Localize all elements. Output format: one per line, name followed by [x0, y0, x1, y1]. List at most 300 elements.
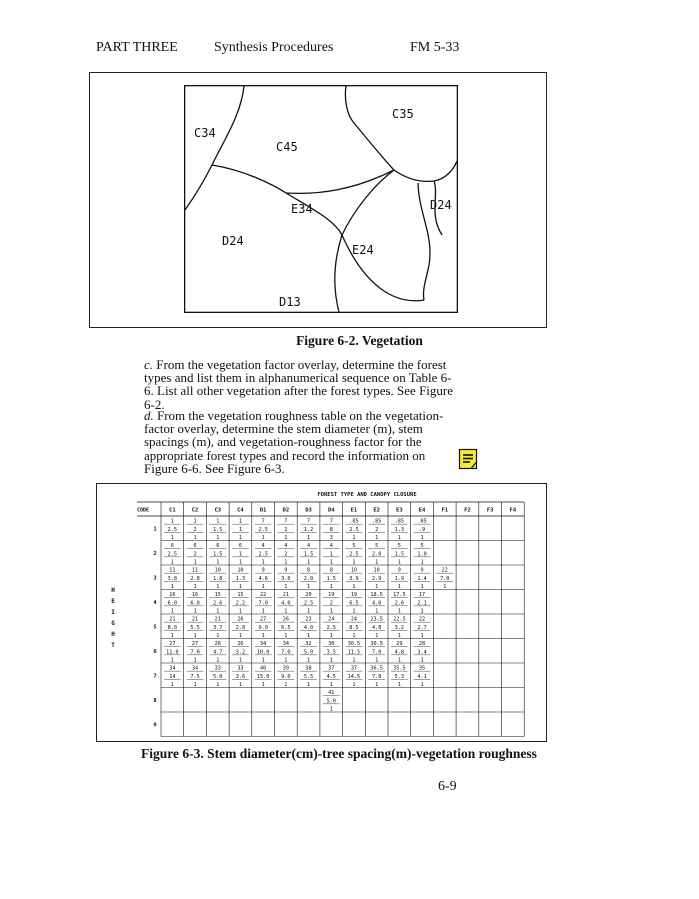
- header-manual: FM 5-33: [410, 40, 460, 55]
- table-cell-value: .85: [349, 518, 359, 525]
- table-cell-value: 1: [375, 559, 379, 566]
- table-cell-value: 6: [216, 543, 220, 550]
- table-cell-value: 9: [397, 567, 401, 574]
- table-cell-value: 27: [191, 641, 199, 648]
- table-cell-value: 1: [397, 584, 401, 590]
- table-cell-value: 27: [169, 641, 176, 648]
- table-cell-value: 1.5: [326, 575, 336, 582]
- table-cell-value: 1: [375, 633, 379, 639]
- table-cell-value: 19: [350, 592, 358, 599]
- table-cell-value: 2.5: [167, 551, 178, 558]
- region-label-d24-right: D24: [430, 198, 452, 212]
- table-cell-value: 1: [238, 584, 243, 590]
- table-cell-value: 1: [329, 559, 333, 566]
- table-cell-value: 1: [216, 633, 220, 639]
- table-cell-value: 17: [418, 592, 426, 599]
- table-cell-value: 1: [420, 633, 424, 639]
- table-cell-value: 41: [328, 690, 335, 697]
- table-cell-value: 1: [375, 584, 379, 590]
- column-header-f1: F1: [441, 507, 449, 514]
- table-cell-value: 1: [193, 633, 197, 639]
- table-cell-value: 8: [306, 567, 311, 574]
- paragraph-d-lead: d.: [144, 408, 154, 423]
- table-cell-value: 1: [306, 682, 311, 688]
- table-cell-value: 1: [306, 608, 311, 615]
- table-cell-value: 1: [329, 633, 333, 639]
- table-cell-value: 11.5: [347, 649, 361, 656]
- table-cell-value: 1: [329, 682, 333, 688]
- table-cell-value: 1: [261, 584, 265, 590]
- table-cell-value: 21: [191, 616, 199, 623]
- header-part: PART THREE: [96, 40, 178, 55]
- region-label-c45: C45: [276, 140, 298, 154]
- table-cell-value: 2.5: [258, 526, 268, 533]
- note-icon[interactable]: [458, 448, 480, 470]
- table-cell-value: 2: [284, 551, 288, 558]
- table-cell-value: 1: [284, 535, 288, 541]
- table-cell-value: 1.3: [394, 526, 405, 533]
- table-cell-value: 34: [169, 665, 176, 672]
- table-cell-value: 1: [352, 657, 356, 664]
- table-cell-value: 2.6: [394, 600, 405, 607]
- table-cell-value: 4.5: [326, 673, 336, 680]
- table-cell-value: 1: [284, 657, 288, 664]
- table-cell-value: 2.8: [235, 624, 246, 631]
- column-header-e3: E3: [396, 507, 403, 514]
- table-cell-value: 1: [306, 633, 311, 639]
- table-cell-value: 5: [352, 543, 356, 550]
- table-cell-value: 7.0: [371, 649, 382, 656]
- code-header: CODE: [136, 507, 150, 514]
- table-cell-value: 6.5: [349, 600, 359, 607]
- height-label-letter: H: [111, 587, 115, 594]
- table-cell-value: 4.0: [371, 600, 382, 607]
- region-label-d24-left: D24: [222, 234, 244, 248]
- table-cell-value: 15.0: [256, 673, 270, 680]
- table-cell-value: 1: [216, 584, 220, 590]
- table-cell-value: 2.5: [326, 624, 336, 631]
- table-cell-value: 1: [397, 559, 401, 566]
- table-cell-value: 3.2: [394, 624, 405, 631]
- table-cell-value: 4.1: [417, 673, 427, 680]
- column-header-d2: D2: [282, 507, 290, 514]
- table-cell-value: 34: [260, 641, 267, 648]
- table-cell-value: 1: [261, 657, 265, 664]
- table-cell-value: 3.0: [281, 575, 291, 582]
- table-cell-value: 1.9: [394, 575, 405, 582]
- row-code-1: 1: [153, 526, 157, 533]
- table-cell-value: 1.2: [303, 526, 314, 533]
- table-cell-value: 1: [284, 682, 288, 688]
- table-cell-value: 22: [260, 592, 267, 599]
- table-cell-value: 26: [214, 641, 221, 648]
- table-cell-value: .9: [418, 526, 426, 533]
- region-label-e34: E34: [291, 202, 313, 216]
- table-cell-value: 1: [238, 551, 243, 558]
- table-cell-value: 15: [214, 592, 221, 599]
- paragraph-d-text: From the vegetation roughness table on the vegetation-factor overlay, determine the stem diameter (m), stem spacings (m), and vegetation-roughness factor for the appropriate forest types and record the information on Figure 6-6. See Figure 6-3.: [144, 408, 444, 476]
- table-cell-value: 23: [305, 616, 312, 623]
- figure-6-2-caption: Figure 6-2. Vegetation: [296, 333, 423, 348]
- table-cell-value: 1: [284, 559, 288, 566]
- table-cell-value: 3.6: [235, 673, 246, 680]
- table-cell-value: 1: [170, 657, 174, 664]
- table-cell-value: 21: [169, 616, 176, 623]
- table-cell-value: 26: [282, 616, 289, 623]
- table-cell-value: 5.3: [394, 673, 405, 680]
- figure-6-3-frame: [96, 483, 547, 742]
- vegetation-map: [184, 85, 458, 313]
- table-cell-value: 7.0: [190, 649, 200, 656]
- table-cell-value: 26: [237, 616, 244, 623]
- table-cell-value: 4.8: [371, 624, 382, 631]
- table-cell-value: 40: [260, 665, 267, 672]
- table-cell-value: 1: [329, 608, 333, 615]
- table-cell-value: 2.1: [417, 600, 427, 607]
- table-cell-value: 1: [329, 551, 333, 558]
- table-cell-value: 38: [305, 665, 312, 672]
- table-cell-value: 1.3: [235, 575, 246, 582]
- table-cell-value: 4.6: [258, 575, 268, 582]
- table-cell-value: 1: [420, 682, 424, 688]
- header-section: Synthesis Procedures: [214, 40, 334, 55]
- table-cell-value: 1: [193, 608, 197, 615]
- paragraph-c-text: From the vegetation factor overlay, determine the forest types and list them in alphanumerical sequence on Table 6-6. List all other vegetation after the forest types. See Figure 6-2.: [144, 357, 454, 412]
- table-cell-value: 9.0: [281, 673, 291, 680]
- table-cell-value: 6.5: [281, 624, 291, 631]
- table-cell-value: 24: [350, 616, 358, 623]
- table-cell-value: 1: [352, 633, 356, 639]
- table-cell-value: 5: [420, 543, 424, 550]
- table-cell-value: 10.0: [256, 649, 270, 656]
- paragraph-c: [144, 358, 454, 411]
- table-cell-value: 1: [216, 608, 220, 615]
- table-cell-value: 30: [328, 641, 335, 648]
- table-cell-value: 22: [418, 616, 426, 623]
- table-cell-value: 1: [170, 584, 174, 590]
- table-cell-value: 37: [350, 665, 358, 672]
- table-cell-value: 1: [193, 657, 197, 664]
- table-cell-value: 3.7: [213, 624, 223, 631]
- table-cell-value: 5.0: [213, 673, 223, 680]
- table-cell-value: 1: [170, 682, 174, 688]
- table-cell-value: 10: [237, 567, 244, 574]
- page-number: 6-9: [438, 779, 457, 794]
- table-cell-value: 1: [261, 682, 265, 688]
- table-cell-value: 2.0: [371, 551, 382, 558]
- row-code-7: 7: [153, 673, 157, 680]
- table-cell-value: 9: [284, 567, 288, 574]
- table-cell-value: 14.5: [347, 673, 361, 680]
- table-cell-value: 3: [329, 535, 333, 541]
- table-cell-value: 1: [306, 535, 311, 541]
- table-cell-value: 6: [170, 543, 174, 550]
- table-cell-value: 1: [261, 559, 265, 566]
- table-cell-value: 1: [238, 608, 243, 615]
- table-cell-value: 3.9: [349, 575, 359, 582]
- table-cell-value: 4: [329, 543, 333, 550]
- table-cell-value: 1: [352, 584, 356, 590]
- table-cell-value: 2: [193, 551, 197, 558]
- table-cell-value: 2.5: [258, 551, 268, 558]
- table-cell-value: 1.8: [213, 575, 223, 582]
- table-cell-value: 1: [238, 535, 243, 541]
- roughness-table: [97, 484, 546, 741]
- column-header-e4: E4: [418, 507, 426, 514]
- column-header-c3: C3: [214, 507, 222, 514]
- table-cell-value: 1: [170, 608, 174, 615]
- table-cell-value: 1: [170, 633, 174, 639]
- table-cell-value: 4: [284, 543, 288, 550]
- table-cell-value: 30.5: [370, 641, 383, 648]
- table-cell-value: 15: [237, 592, 244, 599]
- table-cell-value: 1: [216, 559, 220, 566]
- table-cell-value: 1: [352, 682, 356, 688]
- table-cell-value: 7.8: [371, 673, 382, 680]
- figure-6-2-frame: [89, 72, 547, 328]
- table-cell-value: 1: [306, 657, 311, 664]
- table-cell-value: 4.7: [213, 649, 223, 656]
- table-cell-value: 17.5: [393, 592, 406, 599]
- table-cell-value: 1.4: [417, 575, 427, 582]
- column-header-e1: E1: [350, 507, 358, 514]
- table-cell-value: 2.7: [417, 624, 427, 631]
- column-header-f4: F4: [509, 507, 517, 514]
- table-cell-value: 4.8: [394, 649, 405, 656]
- row-code-4: 4: [153, 599, 157, 606]
- table-cell-value: 1: [420, 559, 424, 566]
- table-cell-value: 1: [397, 633, 401, 639]
- table-cell-value: 1.5: [213, 526, 223, 533]
- table-cell-value: 1: [170, 535, 174, 541]
- table-cell-value: 7.0: [258, 600, 268, 607]
- table-cell-value: 29: [396, 641, 403, 648]
- table-cell-value: 2: [284, 526, 288, 533]
- table-cell-value: 1: [375, 535, 379, 541]
- row-code-3: 3: [153, 575, 157, 582]
- table-cell-value: 11.0: [166, 649, 179, 656]
- table-cell-value: 1: [216, 518, 220, 525]
- table-cell-value: 1: [284, 584, 288, 590]
- table-cell-value: 5.5: [190, 624, 200, 631]
- table-cell-value: 26: [237, 641, 244, 648]
- height-label-letter: H: [111, 631, 115, 638]
- paragraph-d: [144, 409, 454, 475]
- table-cell-value: 2.5: [303, 600, 314, 607]
- table-cell-value: 4.0: [281, 600, 291, 607]
- column-header-c4: C4: [237, 507, 244, 514]
- paragraph-c-lead: c.: [144, 357, 154, 372]
- table-cell-value: 3.5: [326, 649, 336, 656]
- table-cell-value: 6: [193, 543, 197, 550]
- row-code-6: 6: [153, 648, 157, 655]
- table-cell-value: 30.5: [347, 641, 361, 648]
- table-cell-value: 2: [375, 526, 379, 533]
- page-header: [0, 40, 699, 60]
- table-cell-value: 7.0: [440, 575, 450, 582]
- table-cell-value: 9.0: [258, 624, 268, 631]
- table-title: FOREST TYPE AND CANOPY CLOSURE: [317, 492, 417, 498]
- table-cell-value: 1: [352, 535, 356, 541]
- table-cell-value: 1.5: [394, 551, 405, 558]
- table-cell-value: 3.8: [167, 575, 178, 582]
- region-label-c34: C34: [194, 126, 216, 140]
- table-cell-value: 35: [418, 665, 426, 672]
- table-cell-value: 1: [238, 518, 243, 525]
- table-cell-value: 16: [191, 592, 199, 599]
- column-header-d1: D1: [259, 507, 267, 514]
- table-cell-value: 1: [329, 657, 333, 664]
- table-cell-value: 1: [284, 633, 288, 639]
- table-cell-value: 6: [238, 543, 243, 550]
- table-cell-value: 22.5: [393, 616, 406, 623]
- table-cell-value: 1: [238, 657, 243, 664]
- table-cell-value: 1: [261, 633, 265, 639]
- table-cell-value: 5: [397, 543, 401, 550]
- table-cell-value: 7: [306, 518, 311, 525]
- table-cell-value: 10: [214, 567, 221, 574]
- table-cell-value: 10: [350, 567, 358, 574]
- table-cell-value: 1: [420, 584, 424, 590]
- table-cell-value: 2.2: [235, 600, 246, 607]
- table-cell-value: .85: [417, 518, 427, 525]
- table-cell-value: 1: [420, 535, 424, 541]
- table-cell-value: 2: [193, 526, 197, 533]
- table-cell-value: 3.2: [235, 649, 246, 656]
- table-cell-value: 1: [193, 559, 197, 566]
- column-header-f2: F2: [464, 507, 471, 514]
- region-label-d13: D13: [279, 295, 301, 309]
- table-cell-value: 34: [282, 641, 289, 648]
- figure-6-3-caption: Figure 6-3. Stem diameter(cm)-tree spacing(m)-vegetation roughness: [141, 746, 537, 761]
- table-cell-value: 23.5: [370, 616, 383, 623]
- table-cell-value: 1: [238, 526, 243, 533]
- table-cell-value: 1: [375, 682, 379, 688]
- table-cell-value: 7: [284, 518, 288, 525]
- table-cell-value: 1: [443, 584, 447, 590]
- height-label-letter: E: [111, 598, 115, 605]
- table-cell-value: 1: [420, 608, 424, 615]
- table-cell-value: 9: [420, 567, 424, 574]
- table-cell-value: 28: [418, 641, 426, 648]
- row-code-8: 8: [153, 697, 157, 704]
- table-cell-value: 2.5: [349, 526, 359, 533]
- table-cell-value: 1: [193, 584, 197, 590]
- region-label-c35: C35: [392, 107, 414, 121]
- table-cell-value: 8: [329, 526, 333, 533]
- table-cell-value: 1.5: [303, 551, 314, 558]
- table-cell-value: 6.0: [167, 600, 178, 607]
- table-cell-value: 1: [284, 608, 288, 615]
- table-cell-value: 7: [329, 518, 333, 525]
- table-cell-value: 8.5: [349, 624, 359, 631]
- table-cell-value: 9: [261, 567, 265, 574]
- table-cell-value: 18.5: [370, 592, 383, 599]
- table-cell-value: 1: [216, 657, 220, 664]
- table-cell-value: 1: [170, 559, 174, 566]
- table-cell-value: 1: [193, 682, 197, 688]
- height-label-letter: T: [111, 642, 115, 649]
- table-cell-value: 16: [169, 592, 176, 599]
- table-cell-value: 1: [306, 584, 311, 590]
- row-code-5: 5: [153, 624, 157, 631]
- table-cell-value: 11: [191, 567, 199, 574]
- table-cell-value: 1.0: [417, 551, 427, 558]
- region-label-e24: E24: [352, 243, 374, 257]
- table-cell-value: 20: [305, 592, 312, 599]
- table-cell-value: 34: [191, 665, 199, 672]
- table-cell-value: 1: [397, 608, 401, 615]
- table-cell-value: 36.5: [370, 665, 383, 672]
- table-cell-value: 1: [238, 633, 243, 639]
- table-cell-value: 2.8: [190, 575, 200, 582]
- table-cell-value: 6.0: [190, 600, 200, 607]
- column-header-d3: D3: [305, 507, 312, 514]
- table-cell-value: 7.0: [281, 649, 291, 656]
- table-cell-value: .85: [371, 518, 382, 525]
- table-cell-value: 5: [375, 543, 379, 550]
- table-cell-value: 39: [282, 665, 289, 672]
- table-cell-value: 1: [261, 535, 265, 541]
- table-cell-value: 1: [397, 682, 401, 688]
- table-cell-value: 2.5: [349, 551, 359, 558]
- table-cell-value: 33: [214, 665, 221, 672]
- table-cell-value: 11: [169, 567, 176, 574]
- table-cell-value: 1.5: [213, 551, 223, 558]
- table-cell-value: 8: [329, 567, 333, 574]
- table-cell-value: 1: [306, 559, 311, 566]
- table-cell-value: 4.0: [303, 624, 314, 631]
- table-cell-value: 21: [214, 616, 221, 623]
- table-cell-value: 32: [305, 641, 312, 648]
- table-cell-value: 1: [375, 657, 379, 664]
- table-cell-value: 5.5: [303, 673, 314, 680]
- table-cell-value: 1: [329, 584, 333, 590]
- table-cell-value: 1: [238, 682, 243, 688]
- table-cell-value: 22: [441, 567, 448, 574]
- column-header-f3: F3: [486, 507, 494, 514]
- table-cell-value: 2.5: [167, 526, 178, 533]
- table-cell-value: 1: [375, 608, 379, 615]
- table-cell-value: 1: [216, 535, 220, 541]
- table-cell-value: 1: [216, 682, 220, 688]
- table-cell-value: 8.0: [167, 624, 178, 631]
- table-cell-value: 35.5: [393, 665, 406, 672]
- table-cell-value: 33: [237, 665, 244, 672]
- column-header-c1: C1: [169, 507, 176, 514]
- table-cell-value: 24: [328, 616, 335, 623]
- table-cell-value: 4: [261, 543, 265, 550]
- table-cell-value: 19: [328, 592, 335, 599]
- table-cell-value: 5.0: [326, 698, 336, 705]
- column-header-e2: E2: [373, 507, 380, 514]
- table-cell-value: 1: [352, 559, 356, 566]
- table-cell-value: 4: [306, 543, 311, 550]
- column-header-c2: C2: [191, 507, 199, 514]
- table-cell-value: 1: [397, 535, 401, 541]
- table-cell-value: 21: [282, 592, 289, 599]
- table-cell-value: 2.9: [371, 575, 382, 582]
- table-cell-value: 2.0: [303, 575, 314, 582]
- table-cell-value: 1: [193, 535, 197, 541]
- row-code-2: 2: [153, 550, 157, 557]
- table-cell-value: 7: [261, 518, 265, 525]
- height-label-letter: I: [111, 609, 115, 616]
- table-cell-value: 2: [329, 600, 333, 607]
- table-cell-value: 27: [260, 616, 267, 623]
- table-cell-value: 2.6: [213, 600, 223, 607]
- row-code-9: 9: [153, 722, 157, 729]
